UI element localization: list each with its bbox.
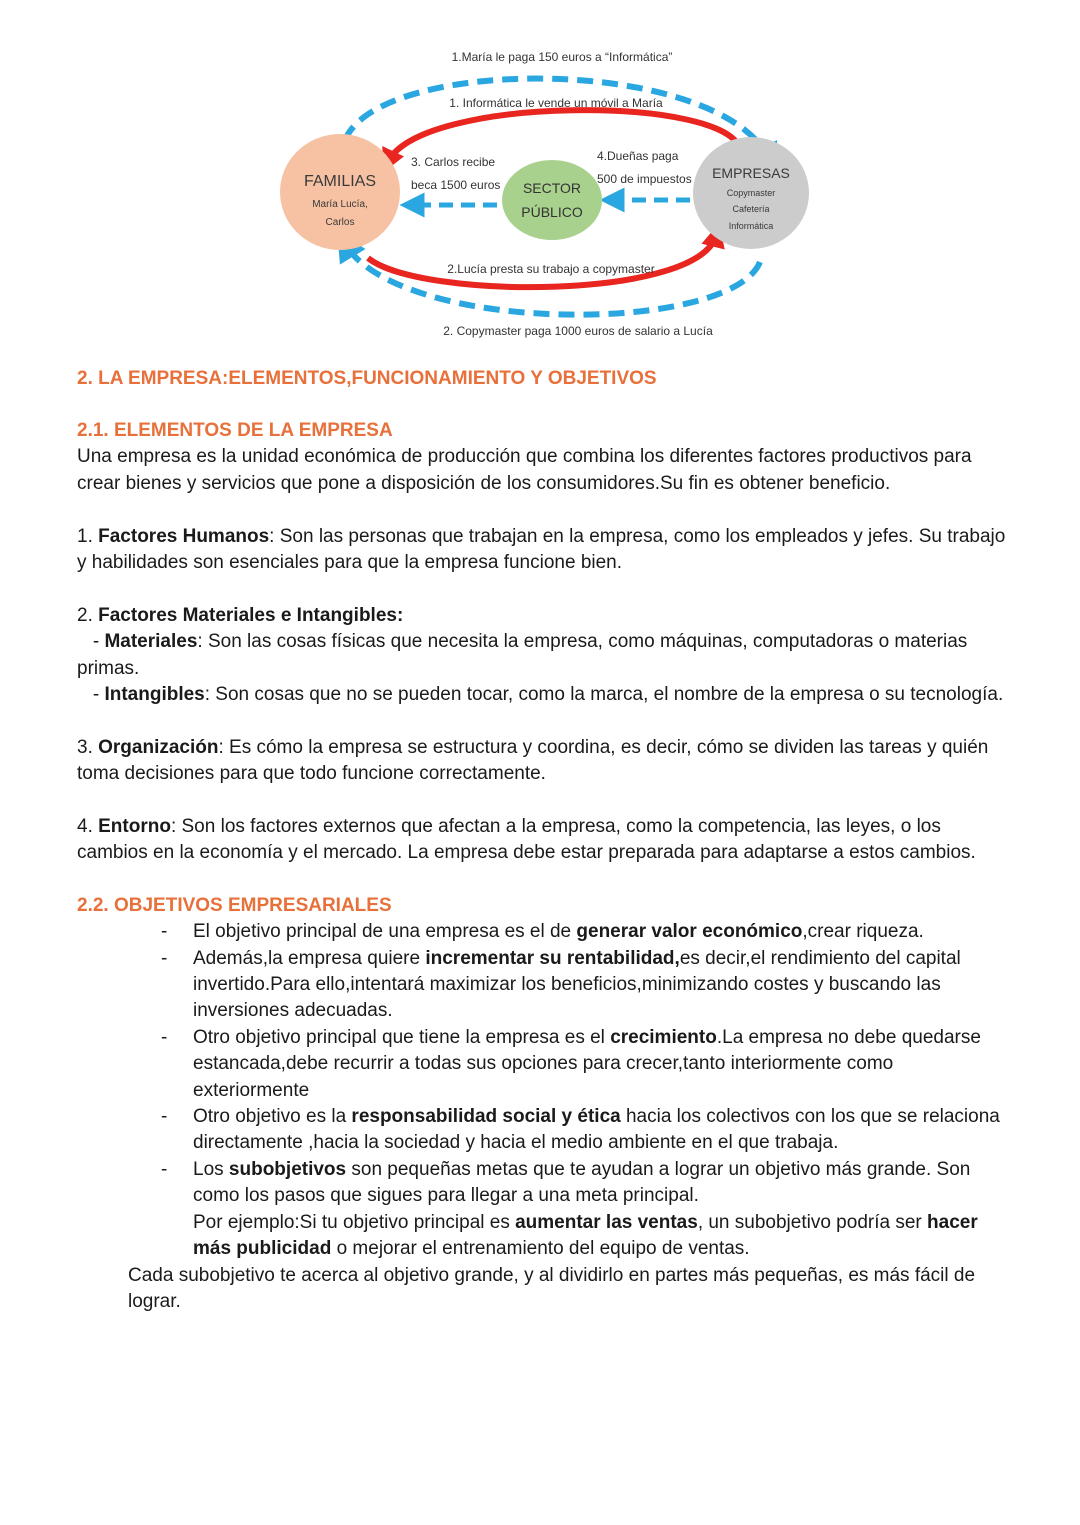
circular-flow-diagram	[0, 0, 1080, 350]
section-2-title: 2. LA EMPRESA:ELEMENTOS,FUNCIONAMIENTO Y OBJETIVOS	[77, 368, 657, 389]
intro-paragraph: Una empresa es la unidad económica de producción que combina los diferentes factores productivos para crear bienes y servicios que pone a disposición de los consumidores.Su fin es obtener beneficio.	[77, 446, 972, 494]
closing-paragraph: Cada subobjetivo te acerca al objetivo grande, y al dividirlo en partes más pequeñas, es más fácil de lograr.	[128, 1264, 976, 1312]
list-item: - El objetivo principal de una empresa es el de generar valor económico,crear riqueza.	[193, 919, 1007, 945]
list-item: - Los subobjetivos son pequeñas metas que te ayudan a lograr un objetivo más grande. Son como los pasos que sigues para llegar a una meta principal. Por ejemplo:Si tu objetivo principal es aumentar las ventas, un subobjetivo podría ser hacer más publicidad o mejorar el entrenamiento del equipo de ventas.	[193, 1157, 1007, 1263]
factor-humanos-term: Factores Humanos	[98, 525, 270, 547]
example-text: Por ejemplo:Si tu objetivo principal es	[193, 1211, 516, 1233]
label-beca-2: beca 1500 euros	[411, 178, 501, 192]
sector-title-1: SECTOR	[522, 180, 582, 196]
factor-materiales-heading: 2. Factores Materiales e Intangibles:	[77, 604, 404, 626]
empresas-member-2: Cafetería	[732, 204, 770, 214]
factor-humanos-paragraph: 1. Factores Humanos: Son las personas que trabajan en la empresa, como los empleados y jefes. Su trabajo y habilidades son esenciales para que la empresa funcione bien.	[77, 525, 1006, 573]
list-item: - Otro objetivo es la responsabilidad social y ética hacia los colectivos con los que se relaciona directamente ,hacia la sociedad y hacia el medio ambiente en el que trabaja.	[193, 1104, 1007, 1157]
money-flow-top-arrow	[345, 79, 770, 160]
materiales-term: Materiales	[104, 631, 198, 653]
sector-publico-node	[502, 160, 602, 240]
familias-node	[280, 134, 400, 250]
organizacion-term: Organización	[98, 736, 219, 758]
document-body	[77, 366, 1007, 1315]
label-impuestos-1: 4.Dueñas paga	[597, 149, 679, 163]
section-2-2-title: 2.2. OBJETIVOS EMPRESARIALES	[77, 895, 392, 917]
empresas-title: EMPRESAS	[712, 165, 790, 181]
sector-title-2: PÚBLICO	[521, 204, 583, 220]
factor-entorno-paragraph: 4. Entorno: Son los factores externos que afectan a la empresa, como la competencia, las leyes, o los cambios en la economía y el mercado. La empresa debe estar preparada para adaptarse a estos cambios.	[77, 816, 976, 864]
label-bottom-inner: 2.Lucía presta su trabajo a copymaster	[447, 262, 655, 276]
list-item: - Además,la empresa quiere incrementar su rentabilidad,es decir,el rendimiento del capital invertido.Para ello,intentará maximizar los beneficios,minimizando costes y buscando las inversiones adecuadas.	[193, 946, 1007, 1025]
label-bottom-outer: 2. Copymaster paga 1000 euros de salario a Lucía	[443, 324, 713, 338]
intangibles-term: Intangibles	[104, 684, 205, 706]
section-2-1-title: 2.1. ELEMENTOS DE LA EMPRESA	[77, 420, 393, 442]
materiales-paragraph: - Materiales: Son las cosas físicas que necesita la empresa, como máquinas, computadoras o materias primas.	[77, 631, 973, 679]
entorno-term: Entorno	[98, 816, 171, 838]
label-top-inner: 1. Informática le vende un móvil a María	[449, 96, 663, 110]
empresas-member-1: Copymaster	[726, 188, 776, 198]
familias-members-2: Carlos	[325, 217, 355, 228]
label-beca-1: 3. Carlos recibe	[411, 155, 496, 169]
label-top-outer: 1.María le paga 150 euros a “Informática”	[451, 50, 673, 64]
objectives-list	[77, 919, 1007, 1262]
intangibles-paragraph: - Intangibles: Son cosas que no se pueden tocar, como la marca, el nombre de la empresa o su tecnología.	[77, 684, 1004, 706]
factor-organizacion-paragraph: 3. Organización: Es cómo la empresa se estructura y coordina, es decir, cómo se dividen las tareas y quién toma decisiones para que todo funcione correctamente.	[77, 736, 989, 785]
label-impuestos-2: 500 de impuestos	[597, 172, 692, 186]
list-item: - Otro objetivo principal que tiene la empresa es el crecimiento.La empresa no debe quedarse estancada,debe recurrir a todas sus opciones para crecer,tanto interiormente como exteriormente	[193, 1025, 1007, 1104]
familias-title: FAMILIAS	[303, 173, 377, 190]
familias-members-1: María Lucía,	[312, 199, 368, 210]
factor-materiales-term: Factores Materiales e Intangibles:	[98, 604, 404, 626]
empresas-member-3: Informática	[728, 221, 774, 231]
